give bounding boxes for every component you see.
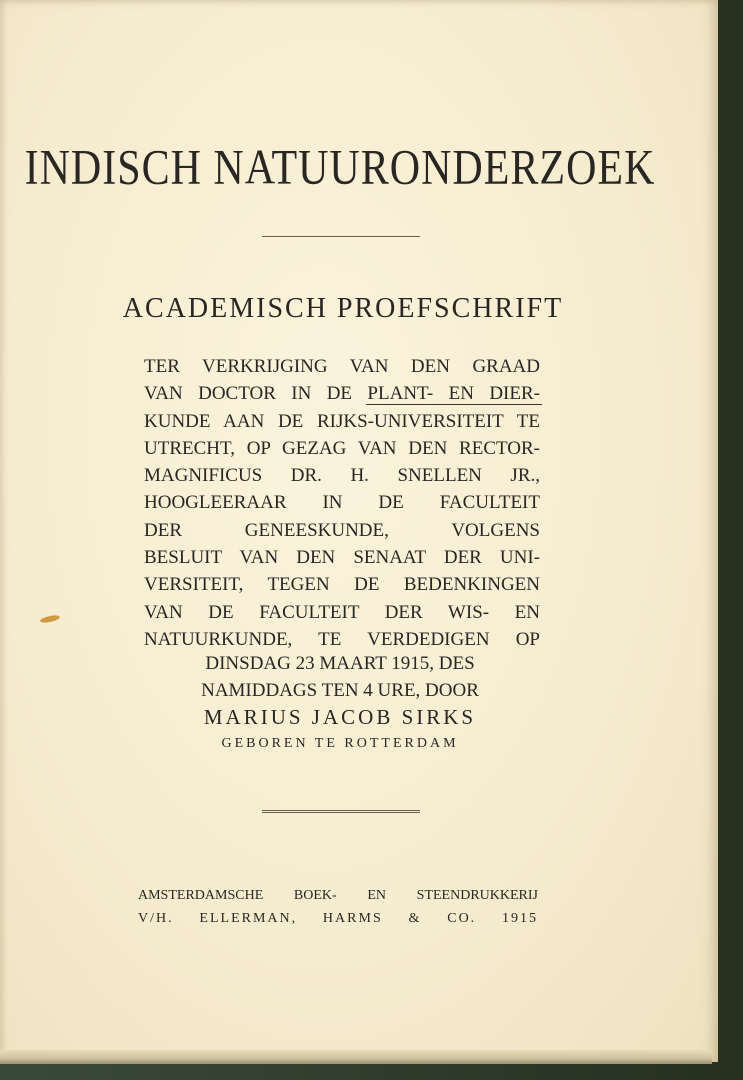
statement-line: MAGNIFICUS DR. H. SNELLEN JR., xyxy=(144,465,540,487)
statement-line: TER VERKRIJGING VAN DEN GRAAD xyxy=(144,356,540,377)
statement-line: VAN DE FACULTEIT DER WIS- EN xyxy=(144,601,540,623)
statement-line: BESLUIT VAN DEN SENAAT DER UNI- xyxy=(144,547,540,569)
author-birthplace: GEBOREN TE ROTTERDAM xyxy=(221,736,459,751)
dissertation-statement xyxy=(144,353,540,653)
statement-line: UTRECHT, OP GEZAG VAN DEN RECTOR- xyxy=(144,437,540,459)
publisher-line: V/H. ELLERMAN, HARMS & CO. 1915 xyxy=(138,911,538,926)
statement-line: VAN DOCTOR IN DE PLANT- EN DIER- xyxy=(144,383,540,405)
page-title: INDISCH NATUURONDERZOEK xyxy=(24,141,656,196)
pencil-underline xyxy=(366,404,542,405)
page-edge xyxy=(0,1050,712,1064)
statement-line: NATUURKUNDE, TE VERDEDIGEN OP xyxy=(144,628,540,650)
publisher-line: AMSTERDAMSCHE BOEK- EN STEENDRUKKERIJ xyxy=(138,888,538,903)
statement-line: HOOGLEERAAR IN DE FACULTEIT xyxy=(144,492,540,514)
author-name: MARIUS JACOB SIRKS xyxy=(203,705,477,729)
title-divider xyxy=(262,236,420,237)
paper-stain xyxy=(40,614,61,624)
page-subtitle: ACADEMISCH PROEFSCHRIFT xyxy=(122,293,564,324)
statement-line: KUNDE AAN DE RIJKS-UNIVERSITEIT TE xyxy=(144,410,540,432)
statement-line: DER GENEESKUNDE, VOLGENS xyxy=(144,519,540,541)
statement-line: VERSITEIT, TEGEN DE BEDENKINGEN xyxy=(144,574,540,596)
defense-date: DINSDAG 23 MAART 1915, DES xyxy=(205,653,475,674)
imprint-divider xyxy=(262,810,420,813)
defense-time: NAMIDDAGS TEN 4 URE, DOOR xyxy=(201,680,479,701)
